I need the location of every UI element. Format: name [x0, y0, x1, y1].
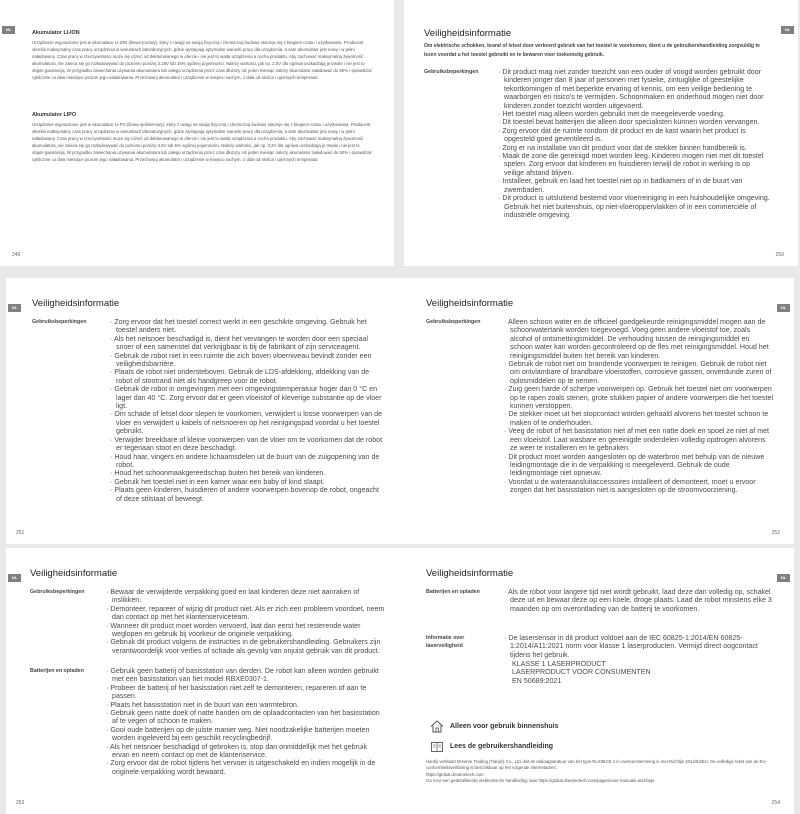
read-manual-label: Lees de gebruikershandleiding: [450, 743, 554, 750]
conformity-footer: [426, 759, 776, 784]
bullet-item: · Probeer de batterij of het basisstation niet zelf te demonteren, repareren of aan te passen.: [106, 684, 386, 701]
language-badge: NL: [8, 574, 21, 582]
bullet-item: · Houd haar, vingers en andere lichaamsdelen uit de buurt van de zuigopening van de robot.: [110, 453, 386, 470]
page-title: Veiligheidsinformatie: [32, 298, 120, 309]
bullet-list: [110, 318, 386, 503]
bullet-item: · Dit product is uitsluitend bestemd voor vloerreiniging in een huishoudelijke omgeving. Gebruik het niet buitenshuis, op niet-vloeroppervlakken of in een commerciële of industriële omgeving.: [498, 194, 770, 219]
laser-line: KLASSE 1 LASERPRODUCT: [512, 660, 606, 668]
page-251: [6, 278, 400, 544]
section-label: Gebruiksbeperkingen: [424, 69, 479, 75]
bullet-list: [504, 588, 774, 613]
page-number: 250: [775, 252, 784, 258]
bullet-item: · Gebruik het toestel niet in een kamer waar een baby of kind slaapt.: [110, 478, 386, 486]
page-254: [400, 548, 794, 814]
bullet-item: · Als het netsnoer beschadigd of gebroken is, stop dan onmiddellijk met het gebruik ervan en neem contact op met de klantenservice.: [106, 743, 386, 760]
page-250: [404, 0, 798, 266]
page-number: 254: [771, 800, 780, 806]
page-number: 253: [16, 800, 25, 806]
footer-line: Ga voor een gedetailleerde elektronische handleiding naar https://global.dreametech.com/pages/user-manuals-and-faqs: [426, 777, 655, 783]
bullet-list: [504, 634, 774, 659]
laser-class-lines: [512, 660, 772, 685]
bullet-item: · Gooi oude batterijen op de juiste manier weg. Niet noodzakelijke batterijen moeten worden ingeleverd bij een geschikt recyclingbedrijf.: [106, 726, 386, 743]
bullet-item: · Gebruik dit product volgens de instructies in de gebruikershandleiding. Gebruikers zijn verantwoordelijk voor verlies of schade als gevolg van onjuist gebruik van dit product.: [106, 638, 386, 655]
section-label: Gebruiksbeperkingen: [32, 319, 87, 325]
bullet-item: · Om schade of letsel door slepen te voorkomen, verwijdert u losse voorwerpen van de vloer en verwijdert u kabels of netsnoeren op het reinigingspad voordat u het toestel gebruikt.: [110, 410, 386, 435]
bullet-item: · Gebruik de robot in omgevingen met een omgevingstemperatuur hoger dan 0 °C en lager dan 40 °C. Zorg ervoor dat er geen vloeistof of kleverige substantie op de vloer ligt.: [110, 385, 386, 410]
house-icon: [430, 720, 444, 733]
footer-link[interactable]: https://global.dreametech.com: [426, 771, 484, 777]
book-icon: [430, 741, 444, 753]
bullet-item: · Plaats geen kinderen, huisdieren of andere voorwerpen bovenop de robot, ongeacht of deze stilstaat of beweegt.: [110, 486, 386, 503]
bullet-item: · Plaats de robot niet ondersteboven. Gebruik de LDS-afdekking, afdekking van de robot of stootrand niet als handgreep voor de robot.: [110, 368, 386, 385]
section-label: Batterijen en opladen: [426, 589, 480, 595]
bullet-list: [498, 68, 770, 219]
bullet-item: · Dit product moet worden aangesloten op de waterbron met behulp van de nieuwe leidingmontage die in de verpakking is meegeleverd. Gebruik de oude leidingmontage niet opnieuw.: [504, 453, 774, 478]
footer-line: Hierbij verklaart Dreame Trading (Tianjin) Co., Ltd. dat de radioapparatuur van het type RLX86CE-1 in overeenstemming is met Richtlijn 2014/53/EU. De volledige tekst van de EU-conformiteitsverklaring is beschikbaar op het volgende internetadres:: [426, 759, 767, 771]
section-text: Urządzenie wyposażone jest w akumulator LI-PO (litowo-polimerowy), który z uwagi na swoją fizyczną i chemiczną budowę starzeje się z biegiem czasu i użytkowania. Producent określa maksymalny czas pracy urządzenia w warunkach laboratoryjnych, gdzie występują optymalne warunki pracy dla urządzenia, a sam akumulator jest nowy i w pełni naładowany. Czas pracy w rzeczywistości może się różnić od deklarowanego w ofercie i nie jest to wada urządzenia a cecha produktu. Aby zachować maksymalną żywotność akumulatora, nie zaleca się go rozładowywać do poziomu poniżej 3,5V lub 5% ogólnej pojemności. Należy wartości, jak np. 3,2V dla ogniwa uszkadzają je trwale i nie jest to objęte gwarancją. W przypadku zaniechania używania akumulatora lub całego urządzenia przez czas dłuższy niż jeden miesiąc należy akumulator naładować do 50% i sprawdzać cyklicznie co dwa miesiące poziom jego naładowania. Przechowuj akumulator i urządzenie w miejscu suchym, z dala od słońca i ujemnych temperatur.: [32, 122, 372, 162]
page-253: [6, 548, 400, 814]
section-label: Gebruiksbeperkingen: [426, 319, 481, 325]
bullet-item: · Demonteer, repareer of wijzig dit product niet. Als er zich een probleem voordoet, neem dan contact op met het klantenserviceteam.: [106, 605, 386, 622]
page-number: 251: [16, 530, 25, 536]
page-number: 252: [771, 530, 780, 536]
bullet-item: · Zorg er na installatie van dit product voor dat de stekker binnen handbereik is.: [498, 144, 770, 152]
page-title: Veiligheidsinformatie: [424, 28, 512, 39]
bullet-item: · Gebruik de robot niet om brandende voorwerpen te reinigen. Gebruik de robot niet om ontvlambare of brandbare vloeistoffen, corrosieve gassen, onverdunde zuren of oplosmiddelen op te nemen.: [504, 360, 774, 385]
laser-line: EN 50689:2021: [512, 676, 562, 685]
page-title: Veiligheidsinformatie: [30, 568, 118, 579]
bullet-item: · Als het netsnoer beschadigd is, dient het vervangen te worden door een speciaal snoer of een samenstel dat verkrijgbaar is bij de fabrikant of zijn serviceagent.: [110, 335, 386, 352]
bullet-list: [106, 588, 386, 655]
bullet-list: [106, 667, 386, 776]
section-label: Informatie over laserveiligheid: [426, 635, 465, 649]
language-badge: NL: [777, 574, 790, 582]
bullet-item: · Bewaar de verwijderde verpakking goed en laat kinderen deze niet aanraken of inslikken.: [106, 588, 386, 605]
page-number: 249: [12, 252, 21, 258]
section-label: Batterijen en opladen: [30, 668, 84, 674]
bullet-item: · Houd het schoonmaakgereedschap buiten het bereik van kinderen.: [110, 469, 386, 477]
bullet-item: · Gebruik de robot niet in een ruimte die zich boven vloerniveau bevindt zonder een veiligheidsbarrière.: [110, 352, 386, 369]
bullet-item: · Het toestel mag alleen worden gebruikt met de meegeleverde voeding.: [498, 110, 770, 118]
bullet-item: · Gebruik geen natte doek of natte handen om de oplaadcontacten van het basisstation af te vegen of schoon te maken.: [106, 709, 386, 726]
bullet-list: [504, 318, 774, 495]
bullet-item: · Maak de zone die gereinigd moet worden leeg. Kinderen mogen niet met dit toestel spelen. Zorg ervoor dat kinderen en huisdieren terwijl de robot in werking is op veilige afstand blijven.: [498, 152, 770, 177]
section-text: Urządzenie wyposażone jest w akumulator LI-ION (litowo-jonowy), który z uwagi na swoją fizyczną i chemiczną budowę starzeje się z biegiem czasu i użytkowania. Producent określa maksymalny czas pracy urządzenia w warunkach laboratoryjnych, gdzie występują optymalne warunki pracy dla urządzenia, a sam akumulator jest nowy i w pełni naładowany. Czas pracy w rzeczywistości może się różnić od deklarowanego w ofercie i nie jest to wada urządzenia a cecha produktu. Aby zachować maksymalną żywotność akumulatora, nie zaleca się go rozładowywać do poziomu poniżej 3,18V lub 15% ogólnej pojemności. Należy wartości, jak np. 2,5V dla ogniwa uszkadzają je trwale i nie jest to objęte gwarancją. W przypadku zaniechania używania akumulatora lub całego urządzenia przez czas dłuższy niż jeden miesiąc należy akumulator naładować do 50% i sprawdzać cyklicznie co dwa miesiące poziom jego naładowania. Przechowuj akumulator i urządzenie w miejscu suchym, z dala od słońca i ujemnych temperatur.: [32, 40, 372, 80]
section-label: Gebruiksbeperkingen: [30, 589, 85, 595]
indoor-use-label: Alleen voor gebruik binnenshuis: [450, 723, 559, 730]
section-heading: Akumulator LI-ION: [32, 30, 80, 36]
bullet-item: · Alleen schoon water en de officieel goedgekeurde reinigingsmiddel mogen aan de schoonwatertank worden toegevoegd. Voeg geen andere vloeistof toe, zoals alcohol of ontsmettingsmiddel. De verhouding tussen de reinigingsmiddel en schoon water kan worden gecontroleerd op de fles met reinigingsmiddel. Houd het reinigingsmiddel buiten het bereik van kinderen.: [504, 318, 774, 360]
language-badge: NL: [781, 26, 794, 34]
page-252: [400, 278, 794, 544]
language-badge: NL: [777, 304, 790, 312]
bullet-item: · Voordat u de wateraansluitaccessoires installeert of demonteert, moet u ervoor zorgen dat het basisstation niet is aangesloten op de stroomvoorziening.: [504, 478, 774, 495]
laser-line: LASERPRODUCT VOOR CONSUMENTEN: [512, 668, 651, 677]
bullet-item: · Zorg ervoor dat het toestel correct werkt in een geschikte omgeving. Gebruik het toestel anders niet.: [110, 318, 386, 335]
intro-text: Om elektrische schokken, brand of letsel door verkeerd gebruik van het toestel te voorkomen, dient u de gebruikershandleiding zorgvuldig te lezen voordat u het toestel gebruikt en te bewaren voor toekomstig gebruik.: [424, 43, 760, 58]
page-title: Veiligheidsinformatie: [426, 298, 514, 309]
bullet-item: · Veeg de robot of het basisstation niet af met een natte doek en spoel ze niet af met een vloeistof. Laat wasbare en gereinigde onderdelen volledig opdrogen alvorens ze weer te installeren en te gebruiken.: [504, 427, 774, 452]
bullet-item: · Zorg ervoor dat de ruimte rondom dit product en de kast waarin het product is opgesteld goed geventileerd is.: [498, 127, 770, 144]
section-heading: Akumulator LIPO: [32, 112, 77, 118]
bullet-item: · Zorg ervoor dat de robot tijdens het vervoer is uitgeschakeld en indien mogelijk in de originele verpakking wordt bewaard.: [106, 759, 386, 776]
bullet-item: · Verwijder breekbare of kleine voorwerpen van de vloer om te voorkomen dat de robot er tegenaan stoot en deze beschadigt.: [110, 436, 386, 453]
bullet-item: · Installeer, gebruik en laad het toestel niet op in badkamers of in de buurt van zwembaden.: [498, 177, 770, 194]
bullet-item: · Wanneer dit product moet worden vervoerd, laat dan eerst het resterende water weglopen en gebruik bij voorkeur de originele verpakking.: [106, 622, 386, 639]
page-title: Veiligheidsinformatie: [426, 568, 514, 579]
bullet-item: · Dit toestel bevat batterijen die alleen door specialisten kunnen worden vervangen.: [498, 118, 770, 126]
bullet-item: · Plaats het basisstation niet in de buurt van een warmtebron.: [106, 701, 386, 709]
bullet-item: · Dit product mag niet zonder toezicht van een ouder of voogd worden gebruikt door kinderen jonger dan 8 jaar of personen met fysieke, zintuiglijke of geestelijke tekortkomingen of met beperkte ervaring of kennis, om een veilige bediening te waarborgen en risico's te vermijden. Schoonmaken en onderhoud mogen niet door kinderen zonder toezicht worden uitgevoerd.: [498, 68, 770, 110]
bullet-item: · Zuig geen harde of scherpe voorwerpen op. Gebruik het toestel niet om voorwerpen op te rapen zoals stenen, grote stukken papier of andere voorwerpen die het toestel kunnen verstoppen.: [504, 385, 774, 410]
bullet-item: · Gebruik geen batterij of basisstation van derden. De robot kan alleen worden gebruikt met een basisstation van het model RBXE0307-1.: [106, 667, 386, 684]
bullet-item: · De lasersensor in dit product voldoet aan de IEC 60825-1:2014/EN 60825-1:2014/A11:2021 norm voor klasse 1 laserproducten. Vermijd direct oogcontact tijdens het gebruik.: [504, 634, 774, 659]
language-badge: NL: [8, 304, 21, 312]
language-badge: NL: [2, 26, 15, 34]
bullet-item: · De stekker moet uit het stopcontact worden gehaald alvorens het toestel schoon te maken of te onderhouden.: [504, 410, 774, 427]
bullet-item: · Als de robot voor langere tijd niet wordt gebruikt, laad deze dan volledig op, schakel deze uit en bewaar deze op een koele, droge plaats. Laad de robot minstens elke 3 maanden op om overontlading van de batterij te voorkomen.: [504, 588, 774, 613]
page-249: [0, 0, 394, 266]
